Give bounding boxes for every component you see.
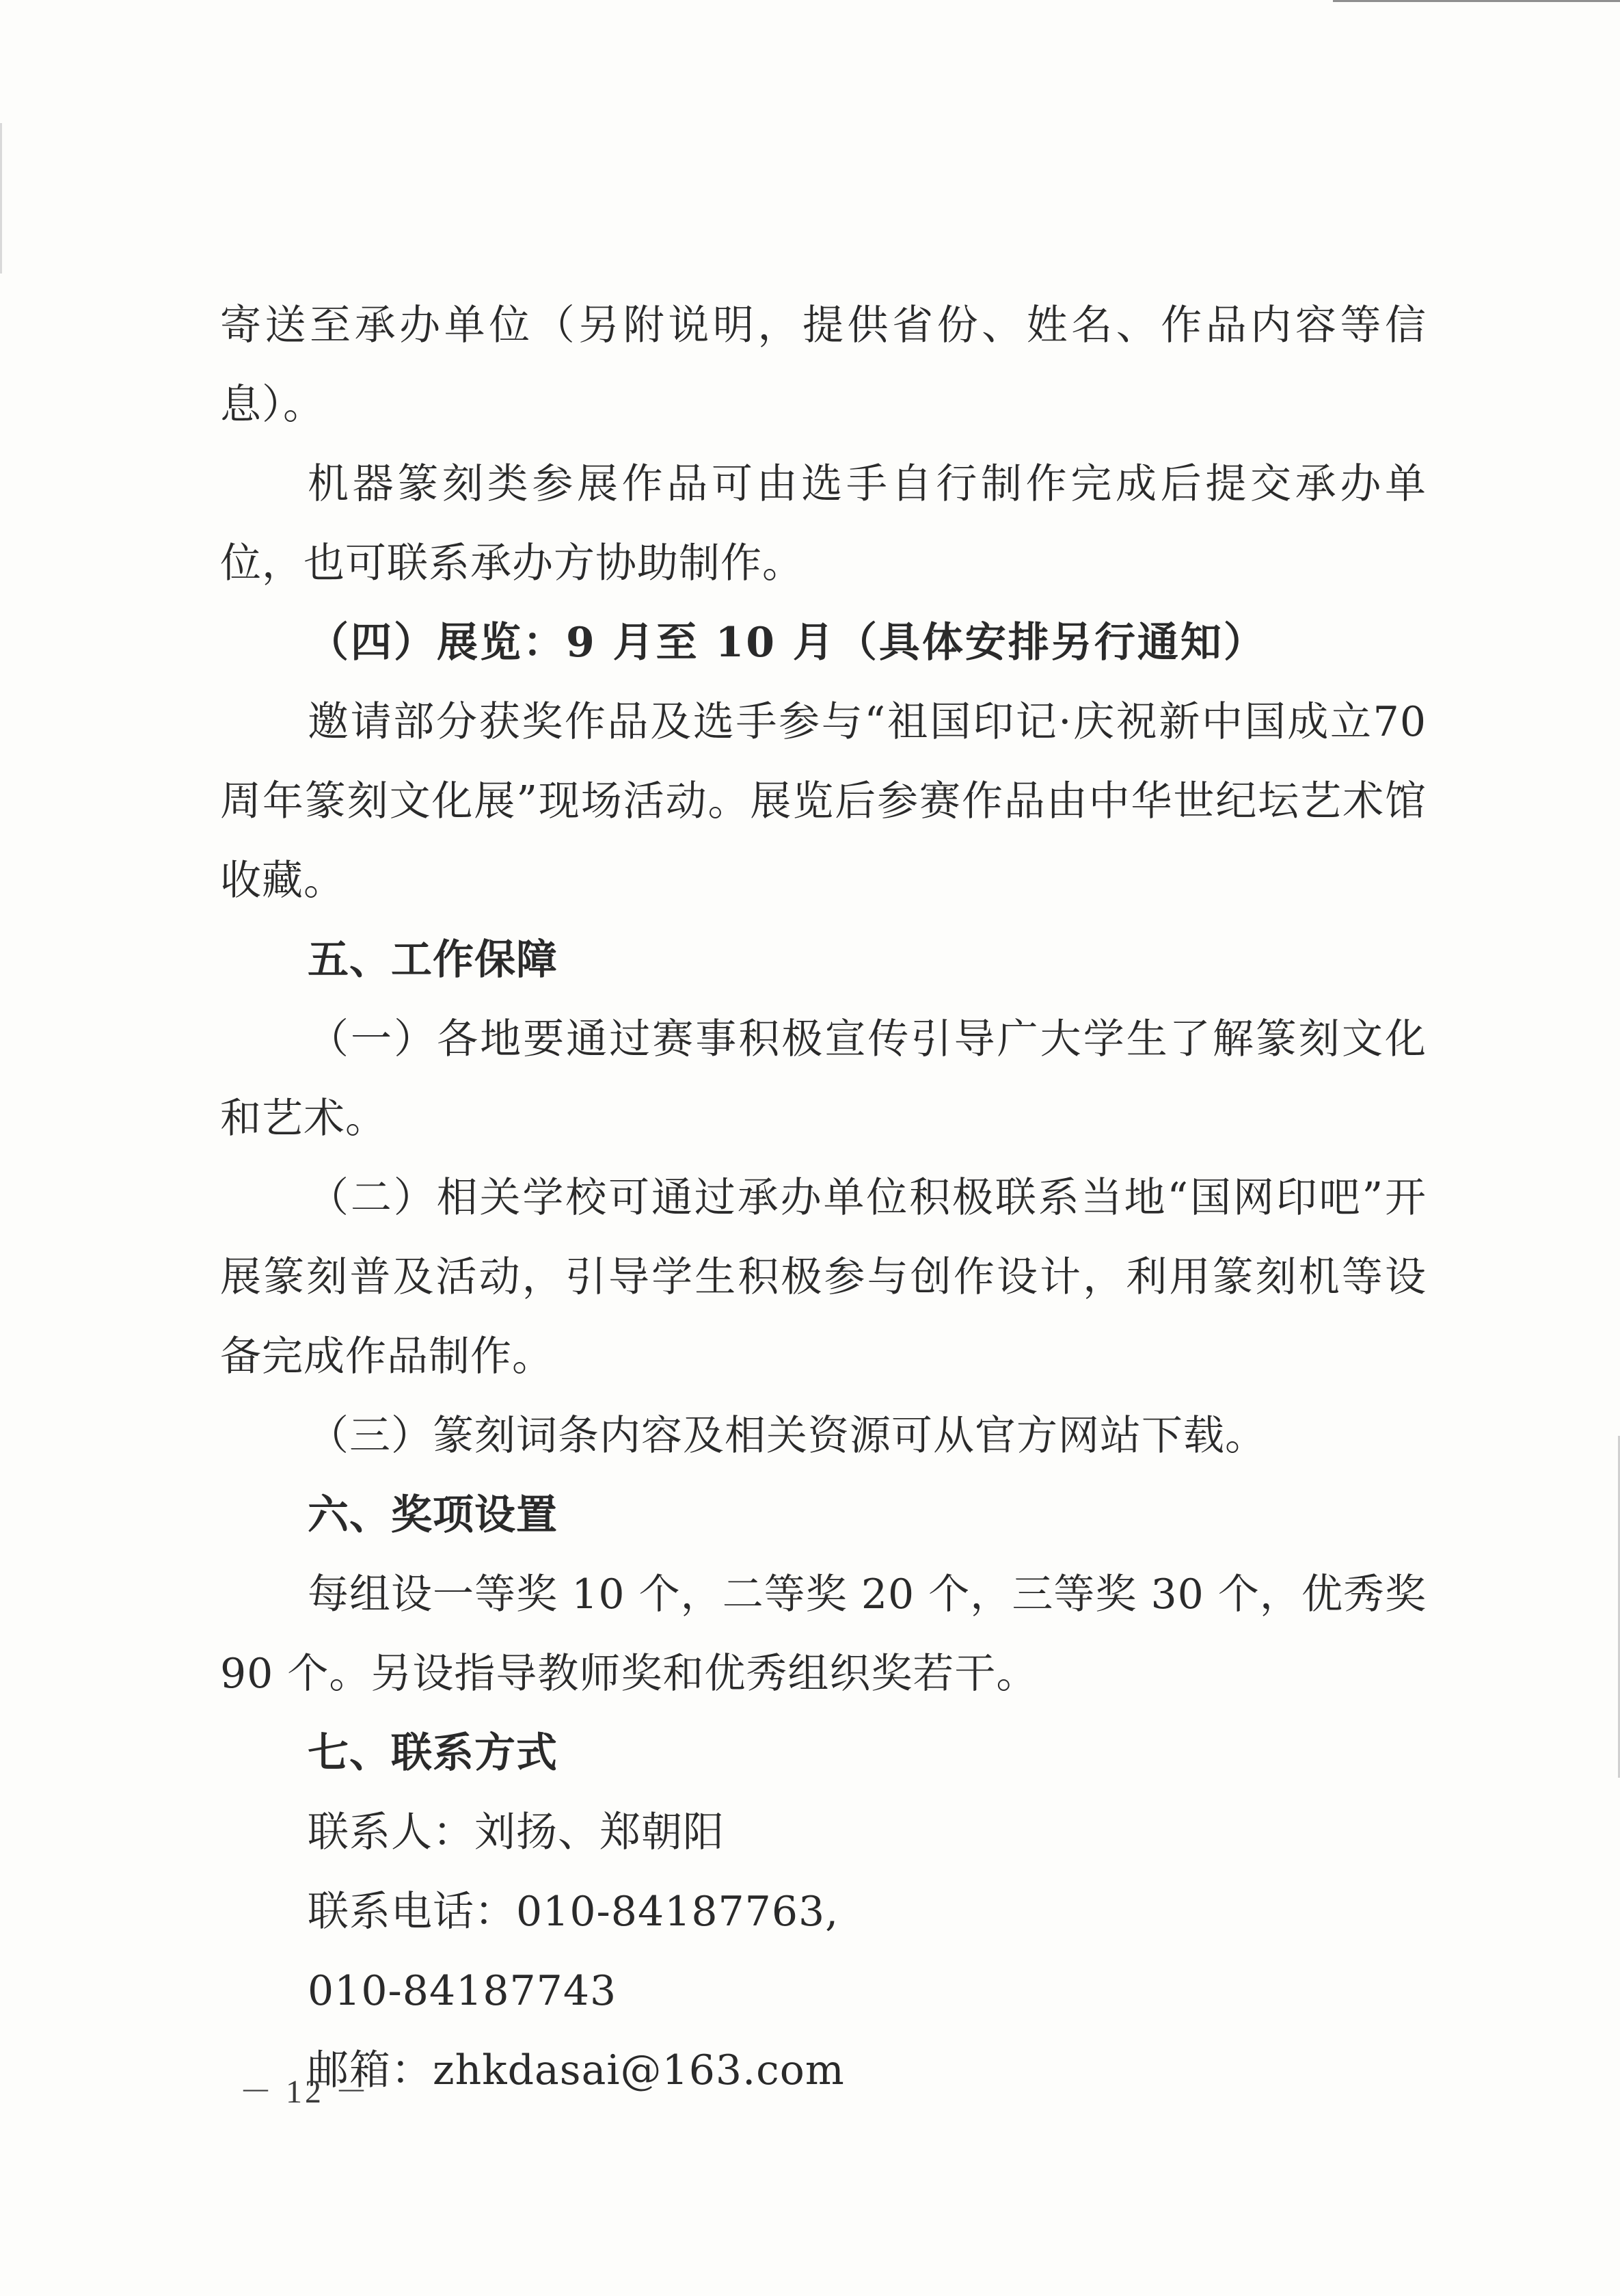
contact-person: 联系人：刘扬、郑朝阳: [308, 1808, 725, 1856]
paragraph-guarantee-1: （一）各地要通过赛事积极宣传引导广大学生了解篆刻文化和艺术。: [220, 1015, 1427, 1143]
paragraph-guarantee-2: （二）相关学校可通过承办单位积极联系当地“国网印吧”开展篆刻普及活动，引导学生积极参与创作设计，利用篆刻机等设备完成作品制作。: [220, 1174, 1427, 1380]
page-number: － 12 －: [239, 2074, 371, 2110]
contact-email: 邮箱：zhkdasai@163.com: [308, 2046, 845, 2094]
paragraph-awards: 每组设一等奖 10 个，二等奖 20 个，三等奖 30 个，优秀奖90 个。另设指导教师奖和优秀组织奖若干。: [220, 1571, 1427, 1698]
sub-heading-exhibition: （四）展览：9 月至 10 月（具体安排另行通知）: [308, 619, 1267, 667]
paragraph-machine-engraving: 机器篆刻类参展作品可由选手自行制作完成后提交承办单位，也可联系承办方协助制作。: [220, 460, 1427, 587]
section-heading-awards: 六、奖项设置: [308, 1491, 558, 1539]
contact-phone-1: 联系电话：010-84187763,: [308, 1888, 839, 1936]
scan-edge-shadow: [0, 123, 2, 273]
paragraph-continuation: 寄送至承办单位（另附说明，提供省份、姓名、作品内容等信息）。: [220, 302, 1427, 429]
section-heading-contact: 七、联系方式: [308, 1729, 558, 1777]
section-heading-work-guarantee: 五、工作保障: [308, 936, 558, 984]
document-body: [220, 286, 1427, 2110]
scan-border-line: [1333, 0, 1620, 2]
paragraph-exhibition-invite: 邀请部分获奖作品及选手参与“祖国印记·庆祝新中国成立70 周年篆刻文化展”现场活动。展览后参赛作品由中华世纪坛艺术馆收藏。: [220, 698, 1427, 905]
paragraph-guarantee-3: （三）篆刻词条内容及相关资源可从官方网站下载。: [308, 1412, 1267, 1460]
contact-phone-2: 010-84187743: [308, 1967, 617, 2015]
